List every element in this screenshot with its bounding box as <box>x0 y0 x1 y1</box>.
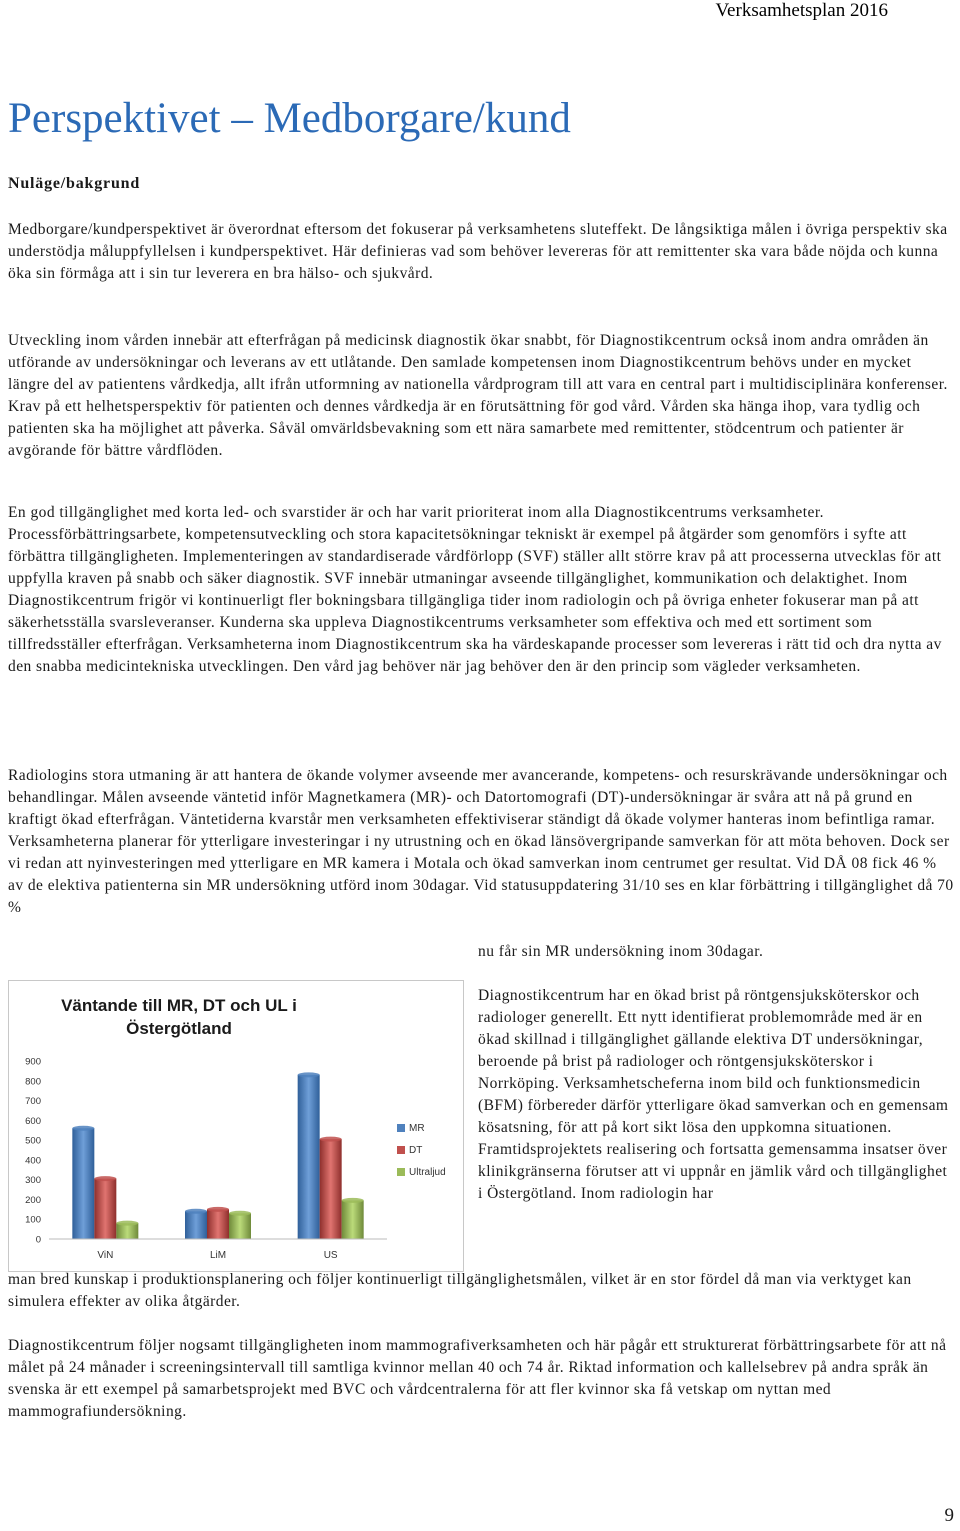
chart-title-line-1: Väntande till MR, DT och UL i <box>61 996 297 1015</box>
bar-dt-vin <box>94 1179 116 1239</box>
paragraph-planning: man bred kunskap i produktionsplanering och följer kontinuerligt tillgänglighetsmålen, vilket är en stor fördel då man via verktyget kan simulera effekter av olika åtgärder. <box>8 1271 912 1310</box>
legend-label-ultraljud: Ultraljud <box>409 1167 446 1178</box>
legend-swatch-ultraljud <box>397 1168 405 1176</box>
bar-top-cap <box>94 1176 116 1181</box>
section-subheading: Nuläge/bakgrund <box>8 175 141 192</box>
bar-top-cap <box>320 1137 342 1142</box>
bar-ultraljud-lim <box>229 1213 251 1239</box>
y-tick-label: 800 <box>25 1076 41 1088</box>
paragraph-development: Utveckling inom vården innebär att efterfrågan på medicinsk diagnostik ökar snabbt, för Diagnostikcentrum också inom andra områden än utförande av undersökningar och leverans av ett utlåtande. Den samlade kompetensen inom Diagnostikcentrum behövs under en mycket längre del av patientens vårdkedja, allt ifrån utformning av nationella vårdprogram till att vara en central part i multidisciplinära konferenser. Krav på ett helhetsperspektiv för patienten och dennes vårdkedja är en förutsättning för god vård. Vården ska hänga ihop, vara tydlig och patienten ska ha möjlighet att påverka. Såväl omvärldsbevakning som ett nära samarbete med remittenter, stödcentrum och patienter är avgörande för bättre vårdflöden. <box>8 332 948 459</box>
legend-label-mr: MR <box>409 1123 425 1134</box>
y-tick-label: 100 <box>25 1214 41 1226</box>
bar-top-cap <box>116 1221 138 1226</box>
bar-dt-us <box>320 1139 342 1239</box>
y-tick-label: 300 <box>25 1175 41 1187</box>
bar-mr-lim <box>185 1211 207 1239</box>
y-tick-label: 900 <box>25 1056 41 1068</box>
waiting-chart-svg <box>9 981 463 1271</box>
paragraph-radiology-tail: nu får sin MR undersökning inom 30dagar. <box>478 943 764 960</box>
paragraph-intro: Medborgare/kundperspektivet är överordnat eftersom det fokuserar på verksamhetens sluteffekt. De långsiktiga målen i övriga perspektiv ska understödja måluppfyllelsen i kundperspektivet. Här definieras vad som behöver levereras för att remittenter ska vara både nöjda och kunna öka sin förmåga att i sin tur leverera en bra hälso- och sjukvård. <box>8 221 948 282</box>
page-number: 9 <box>944 1505 954 1526</box>
bar-ultraljud-us <box>342 1200 364 1239</box>
page-title: Perspektivet – Medborgare/kund <box>8 95 571 142</box>
legend-swatch-dt <box>397 1146 405 1154</box>
y-tick-label: 500 <box>25 1135 41 1147</box>
running-header: Verksamhetsplan 2016 <box>715 0 888 21</box>
x-tick-label: US <box>323 1250 338 1261</box>
bar-top-cap <box>207 1207 229 1212</box>
legend-swatch-mr <box>397 1124 405 1132</box>
y-tick-label: 600 <box>25 1115 41 1127</box>
bar-dt-lim <box>207 1209 229 1239</box>
y-tick-label: 0 <box>35 1234 41 1246</box>
paragraph-accessibility: En god tillgänglighet med korta led- och svarstider är och har varit prioriterat inom alla Diagnostikcentrums verksamheter. Processförbättringsarbete, kompetensutveckling och stora kapacitetsökningar tekniskt är exempel på åtgärder som genomförs i syfte att förbättra tillgängligheten. Implementeringen av standardiserade vårdförlopp (SVF) ställer allt större krav på att processerna utvecklas för att uppfylla kraven på snabb och säker diagnostik. SVF innebär utmaningar avseende tillgänglighet, kommunikation och delaktighet. Inom Diagnostikcentrum frigör vi kontinuerligt fler bokningsbara tillgängliga tider inom radiologin och på övriga enheter fokuserar man på att säkerhetsställa svarsleveranser. Kunderna ska uppleva Diagnostikcentrums verksamheter som effektiva och med ett sortiment som tillfredsställer efterfrågan. Verksamheterna inom Diagnostikcentrum ska ha värdeskapande processer som levereras i rätt tid och dra nytta av den snabba medicintekniska utvecklingen. Den vård jag behöver när jag behöver den är den princip som vägleder verksamheten. <box>8 504 942 675</box>
y-tick-label: 700 <box>25 1096 41 1108</box>
paragraph-staffing: Diagnostikcentrum har en ökad brist på röntgensjuksköterskor och radiologer generellt. Ett nytt identifierat problemområde med är en ökad skillnad i tillgänglighet gällande elektiva DT undersökningar, beroende på brist på radiologer och röntgensjuksköterskor i Norrköping. Verksamhetscheferna inom bild och funktionsmedicin (BFM) förbereder därför ytterligare ökad samverkan och en gemensam kösatsning, för att på kort sikt lösa den uppkomna situationen. Framtidsprojektets realisering och fortsatta gemensamma insatser över klinikgränserna förutser att vi uppnår en jämlik vård och tillgänglighet i Östergötland. Inom radiologin har <box>478 987 949 1202</box>
bar-top-cap <box>185 1209 207 1214</box>
legend-label-dt: DT <box>409 1145 423 1156</box>
bar-top-cap <box>229 1211 251 1216</box>
x-tick-label: ViN <box>97 1250 114 1261</box>
waiting-chart <box>8 980 464 1272</box>
bar-top-cap <box>72 1126 94 1131</box>
bar-top-cap <box>342 1198 364 1203</box>
paragraph-mammography: Diagnostikcentrum följer nogsamt tillgängligheten inom mammografiverksamheten och här pågår ett strukturerat förbättringsarbete för att nå målet på 24 månader i screeningsintervall till samtliga kvinnor mellan 40 och 74 år. Riktad information och kallelsebrev på andra språk än svenska är ett exempel på samarbetsprojekt med BVC och vårdcentralerna för att fler kvinnor ska få vetskap om nyttan med mammografiundersökning. <box>8 1337 947 1420</box>
bar-top-cap <box>298 1072 320 1077</box>
y-tick-label: 200 <box>25 1194 41 1206</box>
x-tick-label: LiM <box>209 1250 227 1261</box>
chart-title-line-2: Östergötland <box>126 1019 232 1038</box>
y-tick-label: 400 <box>25 1155 41 1167</box>
bar-mr-vin <box>72 1128 94 1239</box>
bar-mr-us <box>298 1075 320 1239</box>
paragraph-radiology: Radiologins stora utmaning är att hantera de ökande volymer avseende mer avancerande, kompetens- och resurskrävande undersökningar och behandlingar. Målen avseende väntetid inför Magnetkamera (MR)- och Datortomografi (DT)-undersökningar är svåra att nå på grund en kraftigt ökad efterfrågan. Väntetiderna kvarstår men verksamheten effektiviserar ständigt då ökade volymer hanteras inom befintliga ramar. Verksamheterna planerar för ytterligare investeringar i ny utrustning och en ökad länsövergripande samverkan för att möta behoven. Dock ser vi redan att nyinvesteringen med ytterligare en MR kamera i Motala och ökad samverkan inom centrumet ger resultat. Vid DÅ 08 fick 46 % av de elektiva patienterna sin MR undersökning utförd inom 30dagar. Vid statusuppdatering 31/10 ses en klar förbättring i tillgänglighet då 70 % <box>8 767 954 916</box>
